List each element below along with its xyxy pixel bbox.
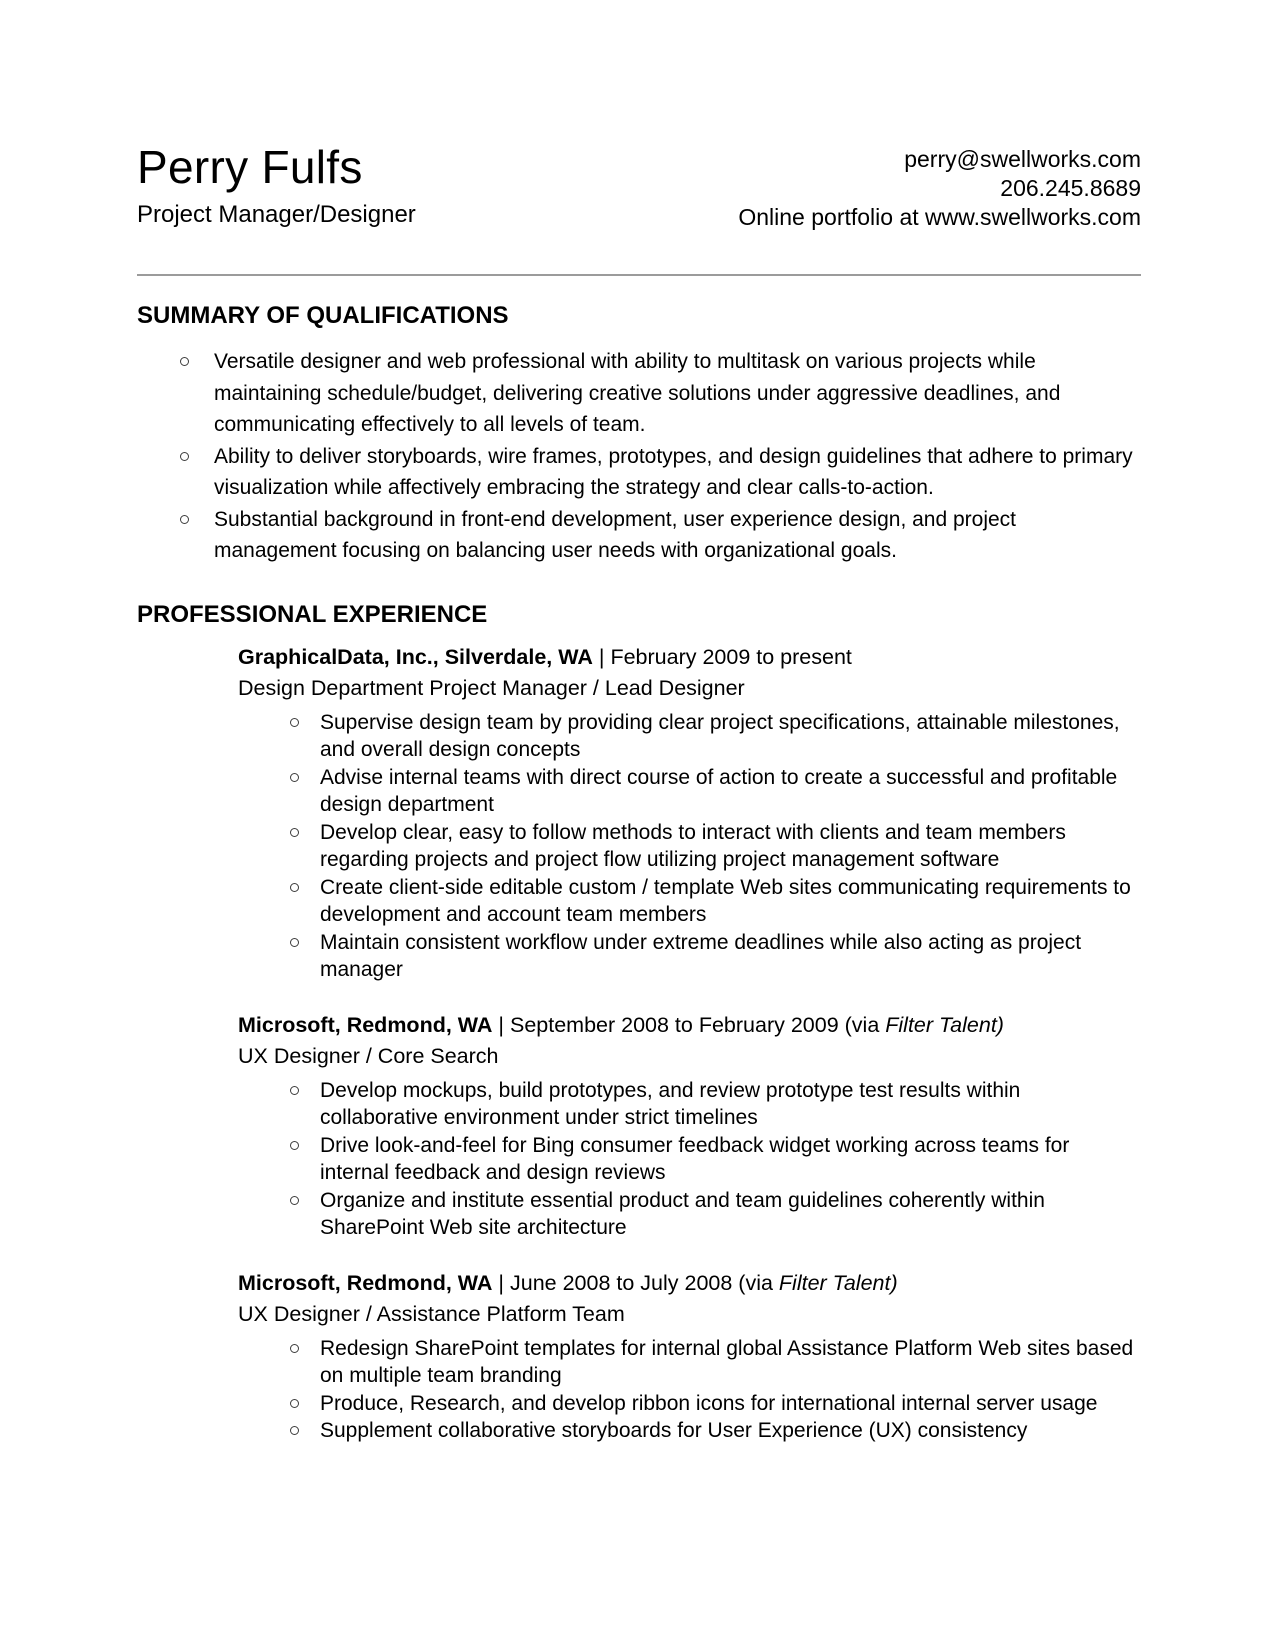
experience-heading: PROFESSIONAL EXPERIENCE: [137, 600, 488, 628]
circle-bullet-icon: [290, 883, 299, 892]
job-bullet: [238, 929, 1141, 984]
job-bullet-text: Organize and institute essential product and team guidelines coherently within SharePoint Web site architecture: [320, 1188, 1045, 1239]
job-bullet-text: Advise internal teams with direct course of action to create a successful and profitable design department: [320, 765, 1118, 816]
experience-section: [137, 601, 1141, 1445]
job-dates: September 2008 to February 2009 (via: [509, 1012, 886, 1037]
job-bullet: [238, 1187, 1141, 1242]
job-bullet-list: [238, 1335, 1141, 1445]
job-role: UX Designer / Core Search: [238, 1043, 499, 1068]
header-divider: [137, 274, 1141, 276]
summary-bullet: [137, 346, 1141, 441]
header: [137, 142, 1141, 232]
job-bullet: [238, 764, 1141, 819]
summary-bullet: [137, 441, 1141, 504]
job-entry: [238, 1010, 1141, 1242]
job-separator: |: [498, 1270, 504, 1295]
circle-bullet-icon: [180, 515, 189, 524]
circle-bullet-icon: [290, 1426, 299, 1435]
job-bullet: [238, 1077, 1141, 1132]
job-bullet: [238, 1132, 1141, 1187]
person-name: Perry Fulfs: [137, 141, 363, 193]
job-separator: |: [598, 644, 605, 669]
circle-bullet-icon: [290, 1399, 299, 1408]
job-header: [238, 642, 1141, 673]
job-entry: [238, 1268, 1141, 1445]
job-bullet: [238, 819, 1141, 874]
summary-bullet-text: Versatile designer and web professional with ability to multitask on various projects while maintaining schedule/budget, delivering creative solutions under aggressive deadlines, and communicating effectively to all levels of team.: [214, 350, 1061, 436]
summary-bullet-text: Substantial background in front-end development, user experience design, and project management focusing on balancing user needs with organizational goals.: [214, 507, 1017, 562]
job-role: UX Designer / Assistance Platform Team: [238, 1301, 625, 1326]
job-dates-agency: Filter Talent): [885, 1012, 1004, 1037]
job-dates-agency: Filter Talent): [778, 1270, 898, 1295]
job-company: Microsoft, Redmond, WA: [238, 1012, 493, 1037]
summary-section: [137, 302, 1141, 567]
circle-bullet-icon: [290, 1141, 299, 1150]
contact-portfolio: Online portfolio at www.swellworks.com: [738, 204, 1141, 230]
job-bullet-text: Produce, Research, and develop ribbon icons for international internal server usage: [320, 1391, 1098, 1415]
job-bullet-text: Maintain consistent workflow under extreme deadlines while also acting as project manager: [320, 930, 1082, 981]
job-bullet-text: Redesign SharePoint templates for internal global Assistance Platform Web sites based on multiple team branding: [320, 1336, 1134, 1387]
job-bullet: [238, 709, 1141, 764]
job-separator: |: [498, 1012, 504, 1037]
summary-bullet-text: Ability to deliver storyboards, wire frames, prototypes, and design guidelines that adhere to primary visualization while affectively embracing the strategy and clear calls-to-action.: [214, 444, 1133, 499]
job-entry: [238, 642, 1141, 984]
job-bullet-text: Create client-side editable custom / template Web sites communicating requirements to development and account team members: [320, 875, 1131, 926]
job-dates: June 2008 to July 2008 (via: [509, 1270, 779, 1295]
circle-bullet-icon: [290, 1344, 299, 1353]
job-bullet: [238, 874, 1141, 929]
job-bullet: [238, 1335, 1141, 1390]
job-bullet-text: Supervise design team by providing clear project specifications, attainable milestones, and overall design concepts: [320, 710, 1120, 761]
job-header: [238, 1268, 1141, 1299]
circle-bullet-icon: [290, 1196, 299, 1205]
job-bullet-text: Drive look-and-feel for Bing consumer feedback widget working across teams for internal feedback and design reviews: [320, 1133, 1070, 1184]
circle-bullet-icon: [290, 718, 299, 727]
contact-email: perry@swellworks.com: [904, 146, 1141, 172]
circle-bullet-icon: [290, 1086, 299, 1095]
job-bullet-text: Develop clear, easy to follow methods to interact with clients and team members regarding projects and project flow utilizing project management software: [320, 820, 1066, 871]
job-entries: [238, 642, 1141, 1445]
summary-bullet: [137, 504, 1141, 567]
job-bullet: [238, 1390, 1141, 1418]
job-bullet-text: Develop mockups, build prototypes, and review prototype test results within collaborative environment under strict timelines: [320, 1078, 1021, 1129]
circle-bullet-icon: [180, 357, 189, 366]
circle-bullet-icon: [180, 452, 189, 461]
circle-bullet-icon: [290, 938, 299, 947]
job-header: [238, 1010, 1141, 1041]
job-role: Design Department Project Manager / Lead Designer: [238, 675, 745, 700]
contact-phone: 206.245.8689: [1000, 175, 1141, 201]
summary-heading: SUMMARY OF QUALIFICATIONS: [137, 302, 509, 329]
job-bullet: [238, 1417, 1141, 1445]
job-dates: February 2009 to present: [610, 644, 852, 669]
job-bullet-text: Supplement collaborative storyboards for User Experience (UX) consistency: [320, 1419, 1028, 1442]
header-identity: [137, 142, 416, 230]
job-bullet-list: [238, 709, 1141, 984]
contact-info: [738, 142, 1141, 232]
person-title: Project Manager/Designer: [137, 201, 416, 228]
job-bullet-list: [238, 1077, 1141, 1242]
summary-list: [137, 346, 1141, 567]
job-company: GraphicalData, Inc., Silverdale, WA: [238, 644, 593, 669]
circle-bullet-icon: [290, 773, 299, 782]
circle-bullet-icon: [290, 828, 299, 837]
job-company: Microsoft, Redmond, WA: [238, 1270, 493, 1295]
